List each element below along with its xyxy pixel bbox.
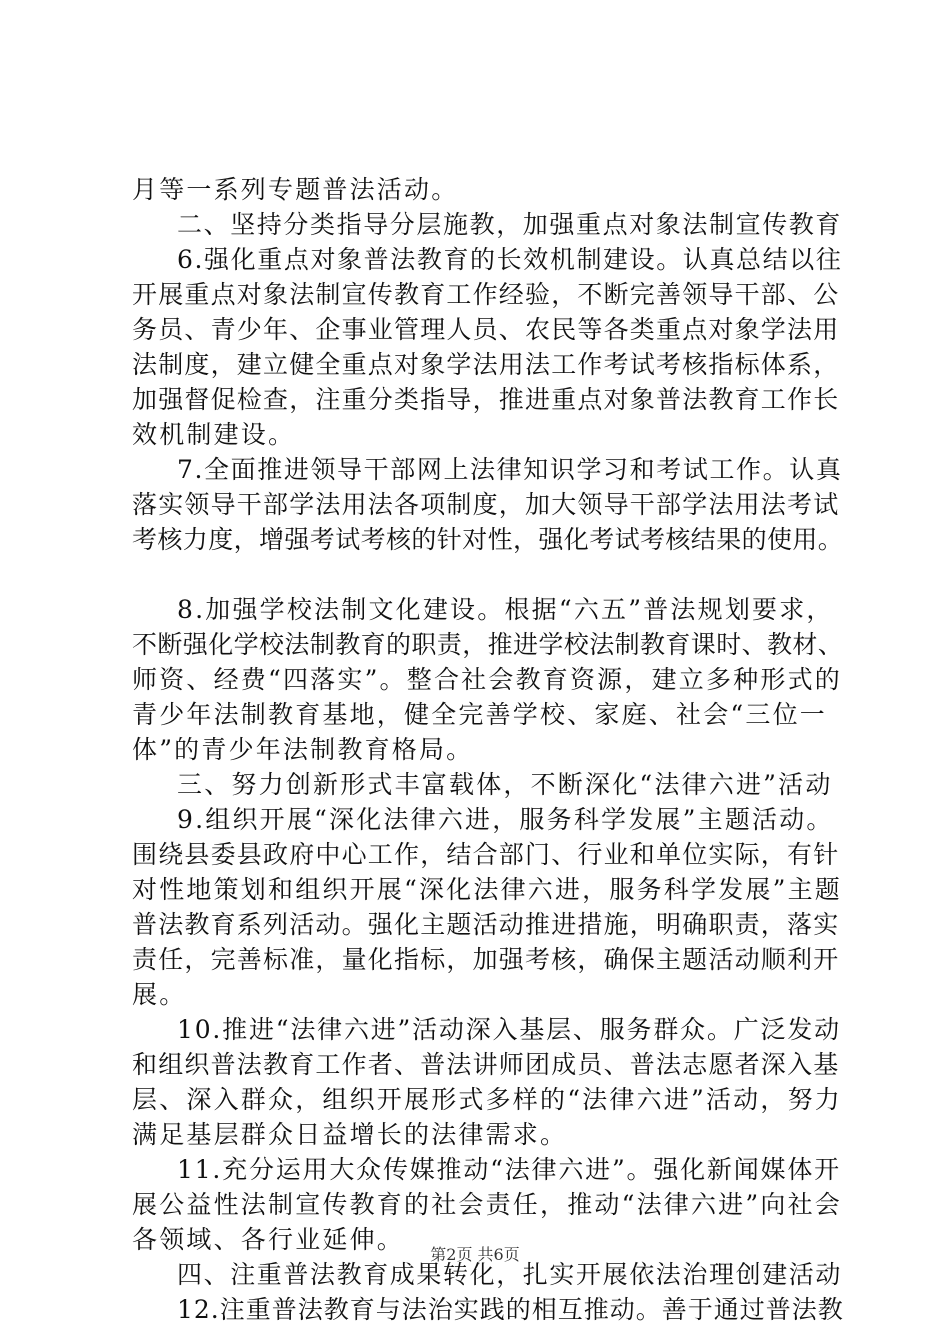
text-line: 普法教育系列活动。强化主题活动推进措施，明确职责，落实	[132, 910, 840, 939]
text-line: 和组织普法教育工作者、普法讲师团成员、普法志愿者深入基	[132, 1050, 840, 1079]
text-line: 三、努力创新形式丰富载体，不断深化“法律六进”活动	[177, 770, 833, 799]
text-line: 11.充分运用大众传媒推动“法律六进”。强化新闻媒体开	[177, 1155, 841, 1184]
text-line: 二、坚持分类指导分层施教，加强重点对象法制宣传教育	[177, 210, 843, 239]
text-line: 层、深入群众，组织开展形式多样的“法律六进”活动，努力	[132, 1085, 842, 1114]
text-line: 四、注重普法教育成果转化，扎实开展依法治理创建活动	[177, 1260, 843, 1289]
text-line: 责任，完善标准，量化指标，加强考核，确保主题活动顺利开	[132, 945, 840, 974]
text-line: 展公益性法制宣传教育的社会责任，推动“法律六进”向社会	[132, 1190, 842, 1219]
document-body	[132, 172, 844, 1327]
text-line: 围绕县委县政府中心工作，结合部门、行业和单位实际，有针	[132, 840, 840, 869]
text-line: 展。	[132, 980, 187, 1009]
text-line: 各领域、各行业延伸。	[132, 1225, 405, 1254]
text-line: 法制度，建立健全重点对象学法用法工作考试考核指标体系，	[132, 350, 840, 379]
text-line: 9.组织开展“深化法律六进，服务科学发展”主题活动。	[177, 805, 834, 834]
page-footer: 第2页 共6页	[430, 1245, 520, 1264]
text-line: 考核力度，增强考试考核的针对性，强化考试考核结果的使用。	[132, 525, 844, 554]
text-line: 满足基层群众日益增长的法律需求。	[132, 1120, 568, 1149]
text-line: 体”的青少年法制教育格局。	[132, 735, 474, 764]
text-line: 月等一系列专题普法活动。	[132, 175, 459, 204]
text-line: 12.注重普法教育与法治实践的相互推动。善于通过普法教	[177, 1295, 844, 1324]
text-line: 8.加强学校法制文化建设。根据“六五”普法规划要求，	[177, 595, 834, 624]
text-line: 务员、青少年、企事业管理人员、农民等各类重点对象学法用	[132, 315, 840, 344]
text-line: 7.全面推进领导干部网上法律知识学习和考试工作。认真	[177, 455, 843, 484]
text-line: 开展重点对象法制宣传教育工作经验，不断完善领导干部、公	[132, 280, 840, 309]
text-line: 加强督促检查，注重分类指导，推进重点对象普法教育工作长	[132, 385, 840, 414]
blank-line	[132, 557, 844, 592]
text-line: 落实领导干部学法用法各项制度，加大领导干部学法用法考试	[132, 490, 840, 519]
text-line: 不断强化学校法制教育的职责，推进学校法制教育课时、教材、	[132, 630, 844, 659]
text-line: 效机制建设。	[132, 420, 296, 449]
text-line: 师资、经费“四落实”。整合社会教育资源，建立多种形式的	[132, 665, 842, 694]
text-line: 6.强化重点对象普法教育的长效机制建设。认真总结以往	[177, 245, 843, 274]
text-line: 青少年法制教育基地，健全完善学校、家庭、社会“三位一	[132, 700, 827, 729]
text-line: 对性地策划和组织开展“深化法律六进，服务科学发展”主题	[132, 875, 842, 904]
text-line: 10.推进“法律六进”活动深入基层、服务群众。广泛发动	[177, 1015, 841, 1044]
